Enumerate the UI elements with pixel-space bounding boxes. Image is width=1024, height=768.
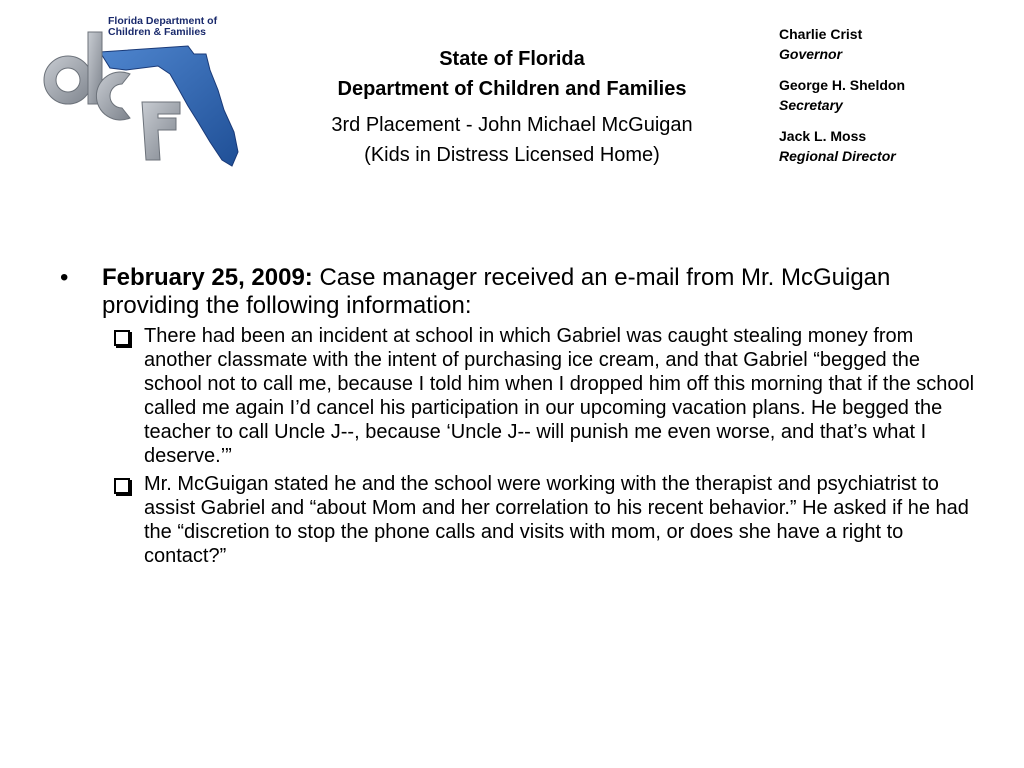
main-bullet bbox=[58, 264, 978, 320]
subtitle-line-1: 3rd Placement - John Michael McGuigan bbox=[331, 114, 693, 136]
officials-list bbox=[779, 24, 1009, 177]
sub-bullet-text: There had been an incident at school in which Gabriel was caught stealing money from another classmate with the intent of purchasing ice cream, and that Gabriel “begged the school not to call me, because I told him when I dropped him off this morning that if the school called me again I’d cancel his participation in our upcoming vacation plans. He begged the teacher to call Uncle J--, because ‘Uncle J-- will punish me even worse, and that’s what I deserve.’” bbox=[144, 325, 975, 467]
department-title: Department of Children and Families bbox=[337, 78, 687, 100]
bullet-text bbox=[102, 264, 978, 320]
checkbox-bullet-icon bbox=[114, 324, 144, 468]
sub-bullet-list bbox=[114, 324, 978, 568]
state-title: State of Florida bbox=[439, 48, 585, 70]
logo-line-2: Children & Families bbox=[108, 26, 207, 38]
official-regional-director bbox=[779, 126, 1009, 166]
bullet-dot-icon: • bbox=[60, 264, 69, 291]
official-name: Charlie Crist bbox=[779, 26, 863, 42]
official-name: George H. Sheldon bbox=[779, 77, 906, 93]
sub-bullet-text: Mr. McGuigan stated he and the school were working with the therapist and psychiatrist to assist Gabriel and “about Mom and her correlation to his recent behavior.” He asked if he had the “discretion to stop the phone calls and visits with mom, or does she have a right to contact?” bbox=[144, 473, 969, 567]
entry-date: February 25, 2009: bbox=[102, 264, 313, 291]
official-title: Governor bbox=[779, 46, 843, 62]
checkbox-bullet-icon bbox=[114, 472, 144, 568]
official-secretary bbox=[779, 75, 1009, 115]
logo-line-1: Florida Department of bbox=[108, 15, 218, 27]
official-title: Secretary bbox=[779, 97, 843, 113]
placement-subtitle bbox=[262, 110, 762, 170]
dcf-logo bbox=[38, 10, 248, 170]
entry-intro: Case manager received an e-mail from Mr. McGuigan providing the following information: bbox=[102, 264, 891, 319]
official-title: Regional Director bbox=[779, 148, 896, 164]
sub-bullet bbox=[114, 472, 978, 568]
official-name: Jack L. Moss bbox=[779, 128, 867, 144]
slide-content bbox=[58, 264, 978, 572]
logo-department-text bbox=[108, 16, 268, 38]
subtitle-line-2: (Kids in Distress Licensed Home) bbox=[364, 144, 660, 166]
sub-bullet bbox=[114, 324, 978, 468]
header bbox=[262, 44, 762, 170]
official-governor bbox=[779, 24, 1009, 64]
